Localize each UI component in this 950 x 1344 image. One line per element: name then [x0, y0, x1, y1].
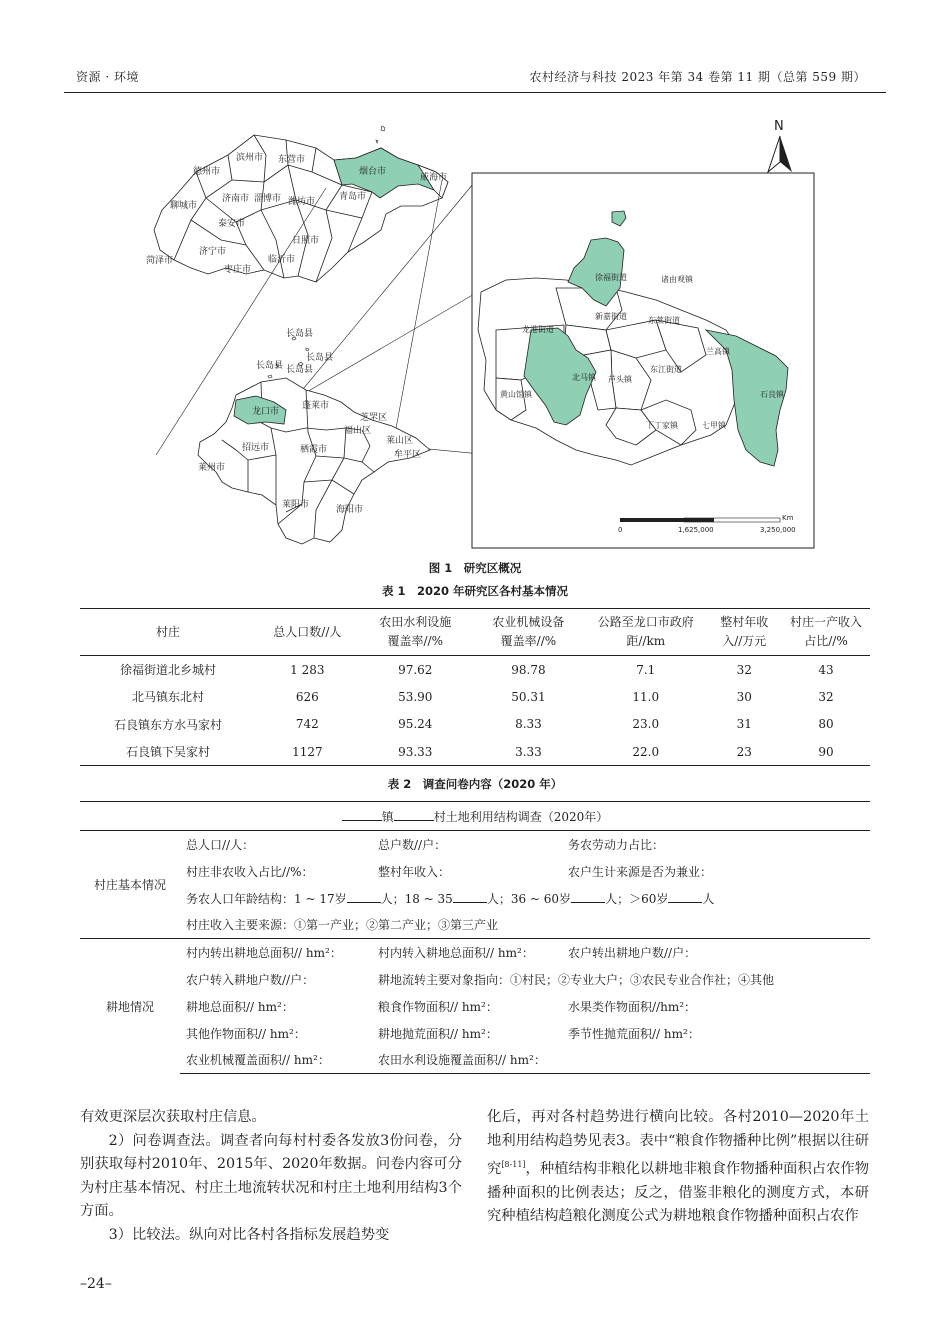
- map-label: 德州市: [193, 167, 221, 177]
- figure-caption: 图 1 研究区概况: [428, 561, 522, 575]
- survey-field: 总户数//户：: [378, 837, 447, 852]
- cell: 石良镇东方水马家村: [114, 717, 223, 732]
- table-row: [80, 656, 870, 684]
- body-paragraph: 化后，再对各村趋势进行横向比较。各村2010—2020年土地利用结构趋势见表3。表中“粮食作物播种比例”根据以往研究[8-11]，种植结构非粮化以耕地非粮食作物播种面积占农作物播种面积的比例表达；反之，借鉴非粮化的测度方式，本研究种植结构趋粮化测度公式为耕地粮食作物播种面积占农作: [487, 1109, 869, 1225]
- running-head-section: 资源 · 环境: [76, 70, 139, 84]
- table-survey-content: [80, 801, 870, 1074]
- map-label: 枣庄市: [224, 265, 252, 275]
- map-label: 徐福街道: [595, 273, 627, 282]
- cell: 徐福街道北乡城村: [120, 663, 217, 677]
- survey-field: 季节性抛荒面积// hm²：: [568, 1026, 700, 1041]
- body-paragraph: 2）问卷调查法。调查者向每村村委各发放3份问卷，分别获取每村2010年、2015年、2020年数据。问卷内容可分为村庄基本情况、村庄土地流转状况和村庄土地利用结构3个方面。: [80, 1132, 462, 1220]
- map-label: 淄博市: [254, 194, 282, 204]
- cell: 北马镇东北村: [132, 690, 205, 705]
- cell: 32: [818, 689, 834, 704]
- map-label: 菏泽市: [146, 256, 174, 266]
- north-label: N: [774, 119, 784, 134]
- map-label: 石良镇: [760, 390, 784, 399]
- map-label: 龙口市: [252, 407, 280, 417]
- survey-field: 其他作物面积// hm²：: [186, 1026, 306, 1041]
- cell: 23.0: [632, 717, 660, 732]
- map-label: 东营市: [278, 155, 306, 165]
- col-header: 公路至龙口市政府距//km: [597, 615, 694, 648]
- survey-field: 村庄非农收入占比//%：: [186, 864, 314, 879]
- table-row: [80, 912, 870, 939]
- cell: 32: [736, 662, 752, 677]
- running-head-journal: 农村经济与科技 2023 年第 34 卷第 11 期（总第 559 期）: [529, 70, 866, 84]
- table-row: [80, 683, 870, 711]
- map-label: 莱阳市: [282, 500, 310, 510]
- table-row: [80, 885, 870, 912]
- map-label: 威海市: [420, 173, 448, 183]
- cell: 31: [736, 717, 752, 732]
- map-label: 芝罘区: [360, 413, 388, 423]
- map-label: 福山区: [344, 426, 372, 436]
- col-header: 农田水利设施覆盖率//%: [379, 615, 452, 648]
- map-label: 莱山区: [386, 436, 414, 446]
- map-label: 济南市: [222, 194, 250, 204]
- cell: 53.90: [398, 689, 433, 704]
- map-label: 芦头镇: [608, 375, 632, 384]
- map-label: 黄山馆镇: [500, 390, 532, 399]
- cell: 95.24: [398, 717, 433, 732]
- map-label: 潍坊市: [288, 197, 316, 207]
- cell: 石良镇下吴家村: [126, 745, 211, 759]
- survey-field: 村内转入耕地总面积// hm²：: [372, 939, 562, 966]
- col-header: 农业机械设备覆盖率//%: [492, 615, 565, 648]
- scale-tick: 1,625,000: [678, 526, 714, 534]
- map-label: 海阳市: [336, 505, 364, 515]
- survey-field: 农户转入耕地户数//户：: [186, 972, 315, 987]
- table-row: [80, 858, 870, 885]
- cell: 93.33: [398, 744, 433, 759]
- map-label: 北马镇: [572, 373, 596, 382]
- survey-field-empty: [562, 1047, 870, 1074]
- map-label: 牟平区: [394, 450, 422, 460]
- scale-unit: Km: [782, 514, 794, 522]
- body-column-left: [80, 1106, 462, 1248]
- scale-tick: 3,250,000: [760, 526, 796, 534]
- survey-field: 总人口//人：: [186, 837, 255, 852]
- table-row: [80, 711, 870, 739]
- table-row: [80, 831, 870, 858]
- cell: 3.33: [515, 744, 542, 759]
- map-label: 蓬莱市: [302, 401, 330, 411]
- map-label: 长岛县: [286, 365, 314, 375]
- map-label: 聊城市: [170, 201, 198, 211]
- survey-field: 耕地抛荒面积// hm²：: [378, 1026, 498, 1041]
- survey-field: 粮食作物面积// hm²：: [378, 999, 498, 1014]
- map-label: 临沂市: [268, 255, 296, 265]
- table-row: [80, 939, 870, 966]
- table-row: [80, 738, 870, 766]
- table-row: [80, 966, 870, 993]
- survey-field: 整村年收入：: [378, 864, 451, 879]
- survey-field: 村庄收入主要来源：①第一产业；②第二产业；③第三产业: [186, 918, 499, 933]
- body-paragraph: 3）比较法。纵向对比各村各指标发展趋势变: [108, 1226, 390, 1243]
- table-village-basics: [80, 608, 870, 766]
- cell: 97.62: [398, 662, 433, 677]
- cell: 98.78: [511, 662, 546, 677]
- survey-field: 农户转出耕地户数//户：: [562, 939, 870, 966]
- map-label: 七甲镇: [702, 421, 726, 430]
- cell: 50.31: [511, 689, 546, 704]
- table1-title: 表 1 2020 年研究区各村基本情况: [381, 584, 568, 598]
- body-column-right: [487, 1106, 869, 1229]
- survey-field: 农户生计来源是否为兼业：: [568, 864, 713, 879]
- survey-field: 村内转出耕地总面积// hm²：: [180, 939, 372, 966]
- map-label: 新嘉街道: [595, 312, 627, 321]
- cell: 626: [295, 689, 319, 704]
- cell: 30: [736, 689, 752, 704]
- cell: 742: [295, 717, 319, 732]
- table-header-row: [80, 609, 870, 656]
- map-label: 烟台市: [359, 167, 387, 177]
- map-label: 下丁家镇: [646, 421, 678, 430]
- survey-field: 务农劳动力占比：: [568, 837, 665, 852]
- col-header: 整村年收入//万元: [720, 615, 769, 648]
- map-label: 龙港街道: [522, 325, 554, 334]
- study-area-map: [136, 110, 828, 550]
- survey-title-row: [80, 802, 870, 831]
- map-label: 东江街道: [650, 365, 682, 374]
- col-header: 村庄一产收入占比//%: [789, 615, 862, 648]
- cell: 80: [818, 717, 834, 732]
- survey-field: 耕地总面积// hm²：: [186, 999, 294, 1014]
- cell: 90: [818, 744, 834, 759]
- map-label: 长岛县: [286, 329, 314, 339]
- map-label: 日照市: [292, 236, 320, 246]
- survey-field-age: 务农人口年龄结构：1 ~ 17岁 人；18 ~ 35 人；36 ~ 60岁 人；＞60岁 人: [186, 891, 715, 906]
- north-arrow-icon: [768, 119, 792, 172]
- category-label: 耕地情况: [80, 939, 180, 1074]
- cell: 8.33: [515, 717, 542, 732]
- survey-field: 水果类作物面积//hm²：: [568, 999, 697, 1014]
- cell: 43: [818, 662, 834, 677]
- map-label: 栖霞市: [300, 445, 328, 455]
- table-row: [80, 1020, 870, 1047]
- map-label: 济宁市: [199, 247, 227, 257]
- survey-field: 耕地流转主要对象指向：①村民；②专业大户；③农民专业合作社；④其他: [378, 972, 775, 987]
- cell: 22.0: [632, 744, 660, 759]
- table-row: [80, 1047, 870, 1074]
- cell: 7.1: [636, 662, 656, 677]
- col-header: 村庄: [156, 624, 181, 639]
- cell: 11.0: [632, 689, 660, 704]
- header-rule: [64, 92, 886, 93]
- survey-field: 农业机械覆盖面积// hm²：: [180, 1047, 372, 1074]
- col-header: 总人口数//人: [273, 624, 342, 639]
- citation: [8-11]: [501, 1160, 526, 1170]
- map-label: 青岛市: [339, 192, 367, 202]
- scale-tick: 0: [618, 526, 623, 534]
- cell: 1127: [292, 744, 323, 759]
- cell: 1 283: [290, 662, 325, 677]
- survey-title: 镇 村土地利用结构调查（2020年）: [80, 802, 870, 831]
- page-number: –24–: [80, 1276, 112, 1292]
- map-label: 长岛县: [306, 353, 334, 363]
- map-label: 滨州市: [236, 153, 264, 163]
- map-label: 东莱街道: [648, 316, 680, 325]
- table2-title: 表 2 调查问卷内容（2020 年）: [387, 777, 563, 791]
- category-label: 村庄基本情况: [93, 878, 166, 892]
- map-label: 兰高镇: [706, 347, 730, 356]
- map-label: 诸由观镇: [661, 275, 693, 284]
- cell: 23: [736, 744, 752, 759]
- map-label: 招远市: [242, 443, 270, 453]
- body-paragraph: 有效更深层次获取村庄信息。: [80, 1109, 266, 1125]
- map-label: 莱州市: [198, 463, 226, 473]
- table-row: [80, 993, 870, 1020]
- survey-field: 农田水利设施覆盖面积// hm²：: [372, 1047, 562, 1074]
- map-label: 长岛县: [256, 361, 284, 371]
- map-label: 泰安市: [218, 219, 246, 229]
